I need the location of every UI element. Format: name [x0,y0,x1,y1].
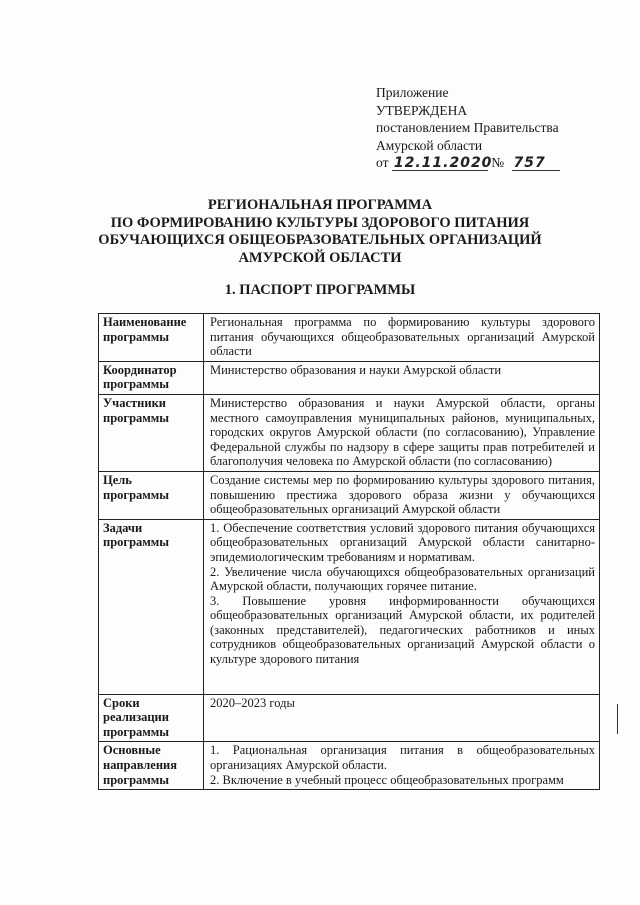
table-row [99,519,600,694]
approval-line-decree: постановлением Правительства [376,120,559,135]
row-content-participants [204,394,600,471]
scan-margin-mark [617,704,618,734]
table-row [99,471,600,519]
content-paragraph: Министерство образования и науки Амурской области [210,362,502,377]
handwritten-number: 757 [512,156,560,171]
row-label-timeline: Сроки реализации программы [99,694,204,742]
date-prefix: от [376,155,389,170]
row-label-coordinator: Координатор программы [99,361,204,394]
title-line-4: АМУРСКОЙ ОБЛАСТИ [238,249,402,266]
title-line-2: ПО ФОРМИРОВАНИЮ КУЛЬТУРЫ ЗДОРОВОГО ПИТАНИЯ [110,214,530,231]
content-paragraph: 2020–2023 годы [210,695,295,710]
section-heading: 1. ПАСПОРТ ПРОГРАММЫ [224,282,416,298]
row-label-tasks: Задачи программы [99,519,204,694]
row-label-name: Наименование программы [99,314,204,362]
number-label: № [491,155,505,170]
content-paragraph: Министерство образования и науки Амурской области, органы местного самоуправления муниципальных районов, муниципальных, городских округов Амурской области (по согласованию), Управление Федеральной службы по надзору в сфере защиты прав потребителей и благополучия человека по Амурской области (по согласованию) [210,395,595,469]
handwritten-date: 12.11.2020 [393,155,493,171]
row-label-goal: Цель программы [99,471,204,519]
row-content-name [204,314,600,362]
approval-date-number-line [376,154,560,172]
row-label-participants: Участники программы [99,394,204,471]
content-paragraph: Региональная программа по формированию культуры здорового питания обучающихся общеобразовательных организаций Амурской области [210,315,595,359]
title-line-1: РЕГИОНАЛЬНАЯ ПРОГРАММА [207,197,433,213]
approval-line-approved: УТВЕРЖДЕНА [376,102,468,118]
task-item-3: 3. Повышение уровня информированности обучающихся общеобразовательных организаций Амурской области, их родителей (законных представителей), педагогических работников и иных сотрудников общеобразовательных организаций Амурской области о культуре здорового питания [210,593,595,667]
approval-line-region: Амурской области [376,137,483,153]
direction-item-1: 1. Рациональная организация питания в общеобразовательных организациях Амурской области. [210,743,595,773]
row-label-directions: Основные направления программы [99,742,204,790]
table-row [99,314,600,362]
title-line-3: ОБУЧАЮЩИХСЯ ОБЩЕОБРАЗОВАТЕЛЬНЫХ ОРГАНИЗАЦИЙ [98,232,542,248]
table-row [99,361,600,394]
program-passport-table [98,313,600,790]
task-item-2: 2. Увеличение числа обучающихся общеобразовательных организаций Амурской области, получающих горячее питание. [210,564,595,594]
row-content-tasks [204,519,600,694]
table-row [99,742,600,790]
approval-block [376,84,560,172]
program-title [0,197,640,267]
table-row [99,694,600,742]
row-content-directions [204,742,600,790]
direction-item-2: 2. Включение в учебный процесс общеобразовательных программ [210,772,564,787]
row-content-coordinator [204,361,600,394]
approval-line-appendix: Приложение [376,85,449,100]
row-content-goal [204,471,600,519]
table-row [99,394,600,471]
content-paragraph: Создание системы мер по формированию культуры здорового питания, повышению престижа здорового образа жизни у обучающихся общеобразовательных организаций Амурской области [210,472,595,517]
row-content-timeline [204,694,600,742]
task-item-1: 1. Обеспечение соответствия условий здорового питания обучающихся общеобразовательных организаций Амурской области санитарно-эпидемиологическим требованиям и нормативам. [210,520,595,564]
